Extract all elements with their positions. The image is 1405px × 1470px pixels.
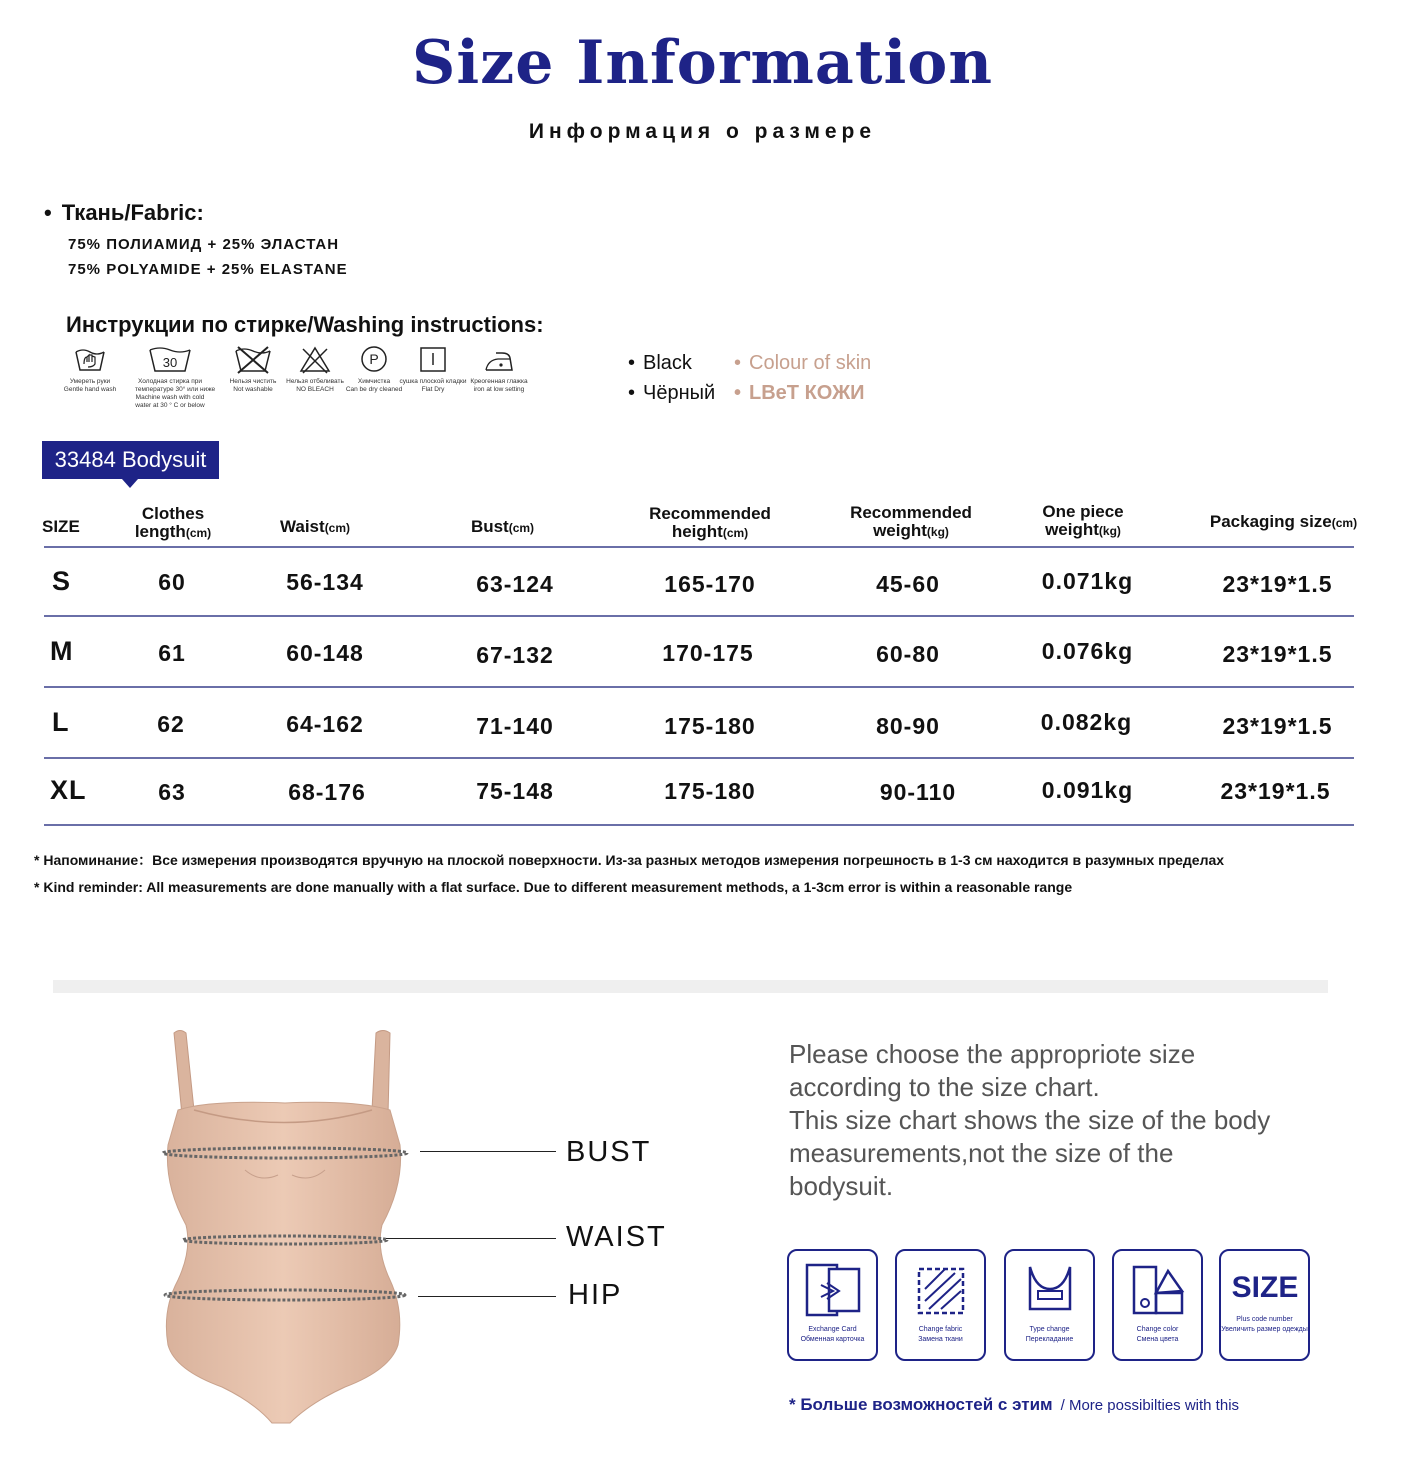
service-caption-ru: Обменная карточка bbox=[800, 1336, 865, 1343]
color-black-ru-label: Чёрный bbox=[643, 382, 716, 404]
th-waist-l1: Waist bbox=[279, 517, 325, 536]
color-black-label: Black bbox=[643, 352, 692, 374]
wash-cap-ru: Умереть руки bbox=[69, 378, 111, 385]
th-bust-unit: (cm) bbox=[508, 521, 535, 535]
table-divider bbox=[44, 615, 1354, 617]
th-size bbox=[42, 518, 80, 536]
page-subtitle: Информация о размере bbox=[528, 120, 877, 143]
cell-height: 170-175 bbox=[662, 640, 754, 666]
cell-waist: 68-176 bbox=[288, 779, 366, 805]
cell-size: L bbox=[52, 707, 70, 737]
wash-item-hand bbox=[55, 344, 125, 394]
bust-label: BUST bbox=[566, 1136, 652, 1168]
wash-item-do-not-wash bbox=[218, 344, 288, 394]
cell-bust: 63-124 bbox=[476, 571, 554, 597]
page-title: Size Information bbox=[412, 28, 993, 98]
service-caption-ru: Смена цвета bbox=[1136, 1336, 1179, 1343]
table-divider bbox=[44, 824, 1354, 826]
product-badge: 33484 Bodysuit bbox=[42, 441, 219, 479]
more-ru: * Больше возможностей с этим bbox=[789, 1395, 1053, 1414]
bullet-icon: • bbox=[628, 352, 636, 374]
table-row-s bbox=[0, 566, 1405, 606]
wash-cap-ru: Холодная стирка при bbox=[137, 378, 203, 385]
hip-label: HIP bbox=[568, 1279, 623, 1311]
type-change-icon bbox=[1016, 1259, 1084, 1321]
wash-item-30 bbox=[135, 344, 216, 410]
reminder-en: * Kind reminder: All measurements are done manually with a flat surface. Due to different measurement methods, a 1-3cm error is within a reasonable range bbox=[34, 879, 1073, 895]
cell-packaging: 23*19*1.5 bbox=[1222, 641, 1333, 667]
cell-bust: 75-148 bbox=[476, 778, 554, 804]
service-change-color bbox=[1112, 1249, 1203, 1361]
cell-weight: 80-90 bbox=[876, 713, 940, 739]
th-length-unit: (cm) bbox=[185, 526, 212, 540]
wash-cap-en: Machine wash with cold bbox=[135, 394, 205, 401]
service-caption-ru: Увеличить размер одежды bbox=[1221, 1326, 1308, 1333]
th-height-l2: height bbox=[671, 522, 723, 541]
th-piece-weight bbox=[1028, 503, 1138, 540]
table-row-xl bbox=[0, 775, 1405, 815]
color-skin-ru-label: LBeT КОЖИ bbox=[749, 382, 865, 404]
th-weight-l1: Recommended bbox=[850, 503, 972, 522]
th-packaging-unit: (cm) bbox=[1331, 516, 1358, 530]
cell-piece-weight: 0.082kg bbox=[1040, 709, 1133, 735]
th-waist-unit: (cm) bbox=[324, 521, 351, 535]
service-size bbox=[1219, 1249, 1310, 1361]
wash-cap-en2: water at 30 ° C or below bbox=[135, 402, 205, 409]
service-caption-ru: Замена ткани bbox=[918, 1336, 963, 1343]
cell-weight: 90-110 bbox=[879, 779, 957, 805]
hand-wash-icon bbox=[73, 344, 107, 374]
reminder-ru: * Напоминание：Все измерения производятся вручную на плоской поверхности. Из-за разных методов измерения погрешность в 1-3 см находится в разумных пределах bbox=[34, 852, 1225, 868]
color-option-black bbox=[628, 352, 692, 375]
th-packaging-l1: Packaging size bbox=[1209, 512, 1332, 531]
table-divider bbox=[44, 546, 1354, 548]
iron-low-icon bbox=[482, 344, 516, 374]
wash-cap-en: Flat Dry bbox=[421, 386, 445, 393]
cell-waist: 56-134 bbox=[286, 569, 364, 595]
fabric-heading bbox=[44, 200, 204, 226]
hip-pointer-line bbox=[418, 1296, 556, 1297]
wash-item-flat-dry bbox=[398, 344, 468, 394]
cell-length: 61 bbox=[158, 640, 186, 666]
flat-dry-icon bbox=[416, 344, 450, 374]
th-bust bbox=[460, 518, 545, 537]
cell-waist: 60-148 bbox=[286, 640, 364, 666]
th-length-l1: Clothes bbox=[141, 504, 205, 523]
waist-label: WAIST bbox=[566, 1221, 667, 1253]
wash-cap-ru2: температуре 30° или ниже bbox=[135, 386, 216, 393]
cell-length: 62 bbox=[157, 711, 185, 737]
th-height bbox=[635, 505, 785, 542]
wash-cap-ru: Креогенная глажка bbox=[470, 378, 528, 385]
fabric-composition-en: 75% POLYAMIDE + 25% ELASTANE bbox=[68, 261, 348, 278]
wash-cap-ru: сушка плоской кладки bbox=[399, 378, 467, 385]
more-possibilities bbox=[789, 1395, 1239, 1415]
wash-item-iron bbox=[464, 344, 534, 394]
cell-length: 63 bbox=[158, 779, 186, 805]
cell-piece-weight: 0.071kg bbox=[1041, 568, 1134, 594]
th-size-label: SIZE bbox=[42, 517, 80, 536]
wash-cap-en: NO BLEACH bbox=[296, 386, 334, 393]
wash-cap-ru: Нельзя отбеливать bbox=[286, 378, 344, 385]
exchange-card-icon bbox=[799, 1259, 867, 1321]
th-height-l1: Recommended bbox=[649, 504, 771, 523]
th-packaging bbox=[1196, 513, 1371, 532]
wash-cap-en: Gentle hand wash bbox=[63, 386, 117, 393]
cell-height: 165-170 bbox=[664, 571, 756, 597]
th-bust-l1: Bust bbox=[470, 517, 509, 536]
cell-piece-weight: 0.091kg bbox=[1041, 777, 1134, 803]
cell-bust: 71-140 bbox=[476, 713, 554, 739]
service-change-fabric bbox=[895, 1249, 986, 1361]
cell-size: S bbox=[52, 566, 72, 596]
th-weight bbox=[836, 504, 986, 541]
service-caption-ru: Перекладание bbox=[1025, 1336, 1074, 1343]
table-row-l bbox=[0, 707, 1405, 747]
th-height-unit: (cm) bbox=[722, 526, 749, 540]
bullet-icon: • bbox=[734, 352, 742, 374]
color-option-black-ru bbox=[628, 382, 715, 405]
th-length bbox=[118, 505, 228, 542]
size-advice-line: This size chart shows the size of the body bbox=[789, 1105, 1271, 1135]
service-exchange-card bbox=[787, 1249, 878, 1361]
do-not-wash-icon bbox=[233, 344, 273, 374]
fabric-composition-ru: 75% ПОЛИАМИД + 25% ЭЛАСТАН bbox=[68, 236, 340, 253]
size-advice-text bbox=[789, 1038, 1349, 1203]
th-weight-unit: (kg) bbox=[926, 525, 949, 539]
wash-30-icon bbox=[147, 344, 193, 374]
wash-cap-ru: Нельзя чистить bbox=[229, 378, 277, 385]
change-fabric-icon bbox=[907, 1259, 975, 1321]
bullet-icon: • bbox=[44, 200, 52, 225]
dry-clean-icon bbox=[357, 344, 391, 374]
size-advice-line: Please choose the appropriote size bbox=[789, 1039, 1196, 1069]
color-option-skin bbox=[734, 352, 871, 375]
size-advice-line: according to the size chart. bbox=[789, 1072, 1100, 1102]
cell-weight: 60-80 bbox=[876, 641, 940, 667]
cell-weight: 45-60 bbox=[876, 571, 940, 597]
size-icon-label: SIZE bbox=[1231, 1271, 1298, 1304]
service-caption-en: Change fabric bbox=[918, 1326, 963, 1333]
cell-packaging: 23*19*1.5 bbox=[1220, 778, 1331, 804]
wash-cap-en: Can be dry cleaned bbox=[345, 386, 403, 393]
th-length-l2: length bbox=[134, 522, 186, 541]
waist-pointer-line bbox=[386, 1238, 556, 1239]
th-waist bbox=[270, 518, 360, 537]
service-type-change bbox=[1004, 1249, 1095, 1361]
bullet-icon: • bbox=[628, 382, 636, 404]
dry-clean-label: P bbox=[369, 351, 379, 367]
service-caption-en: Exchange Card bbox=[808, 1326, 857, 1333]
cell-length: 60 bbox=[158, 569, 186, 595]
size-advice-line: bodysuit. bbox=[789, 1171, 894, 1201]
cell-waist: 64-162 bbox=[286, 711, 364, 737]
section-divider bbox=[53, 980, 1328, 993]
table-divider bbox=[44, 686, 1354, 688]
size-advice-line: measurements,not the size of the bbox=[789, 1138, 1174, 1168]
change-color-icon bbox=[1124, 1259, 1192, 1321]
color-skin-label: Colour of skin bbox=[749, 352, 872, 374]
th-piece-weight-unit: (kg) bbox=[1098, 524, 1121, 538]
cell-piece-weight: 0.076kg bbox=[1041, 638, 1134, 664]
cell-size: XL bbox=[50, 775, 87, 805]
wash-30-label: 30 bbox=[162, 355, 178, 370]
bullet-icon: • bbox=[734, 382, 742, 404]
table-row-m bbox=[0, 636, 1405, 676]
wash-cap-en: iron at low setting bbox=[473, 386, 525, 393]
table-divider bbox=[44, 757, 1354, 759]
cell-size: M bbox=[50, 636, 74, 666]
cell-height: 175-180 bbox=[664, 778, 756, 804]
th-piece-weight-l2: weight bbox=[1045, 520, 1099, 539]
size-icon bbox=[1225, 1259, 1305, 1309]
service-caption-en: Type change bbox=[1029, 1326, 1070, 1333]
service-caption-en: Change color bbox=[1136, 1326, 1179, 1333]
cell-bust: 67-132 bbox=[476, 642, 554, 668]
th-weight-l2: weight bbox=[873, 521, 927, 540]
badge-pointer bbox=[122, 479, 138, 488]
no-bleach-icon bbox=[298, 344, 332, 374]
bodysuit-image bbox=[150, 1025, 420, 1430]
th-piece-weight-l1: One piece bbox=[1042, 502, 1124, 521]
cell-packaging: 23*19*1.5 bbox=[1222, 571, 1333, 597]
wash-cap-en: Not washable bbox=[233, 386, 273, 393]
more-en: / More possibilties with this bbox=[1060, 1397, 1240, 1414]
cell-height: 175-180 bbox=[664, 713, 756, 739]
bust-pointer-line bbox=[420, 1151, 556, 1152]
washing-heading: Инструкции по стирке/Washing instructions: bbox=[66, 312, 544, 337]
cell-packaging: 23*19*1.5 bbox=[1222, 713, 1333, 739]
wash-cap-ru: Химчистка bbox=[357, 378, 391, 385]
color-option-skin-ru bbox=[734, 382, 865, 405]
fabric-heading-text: Ткань/Fabric: bbox=[61, 200, 204, 225]
service-caption-en: Plus code number bbox=[1236, 1316, 1293, 1323]
